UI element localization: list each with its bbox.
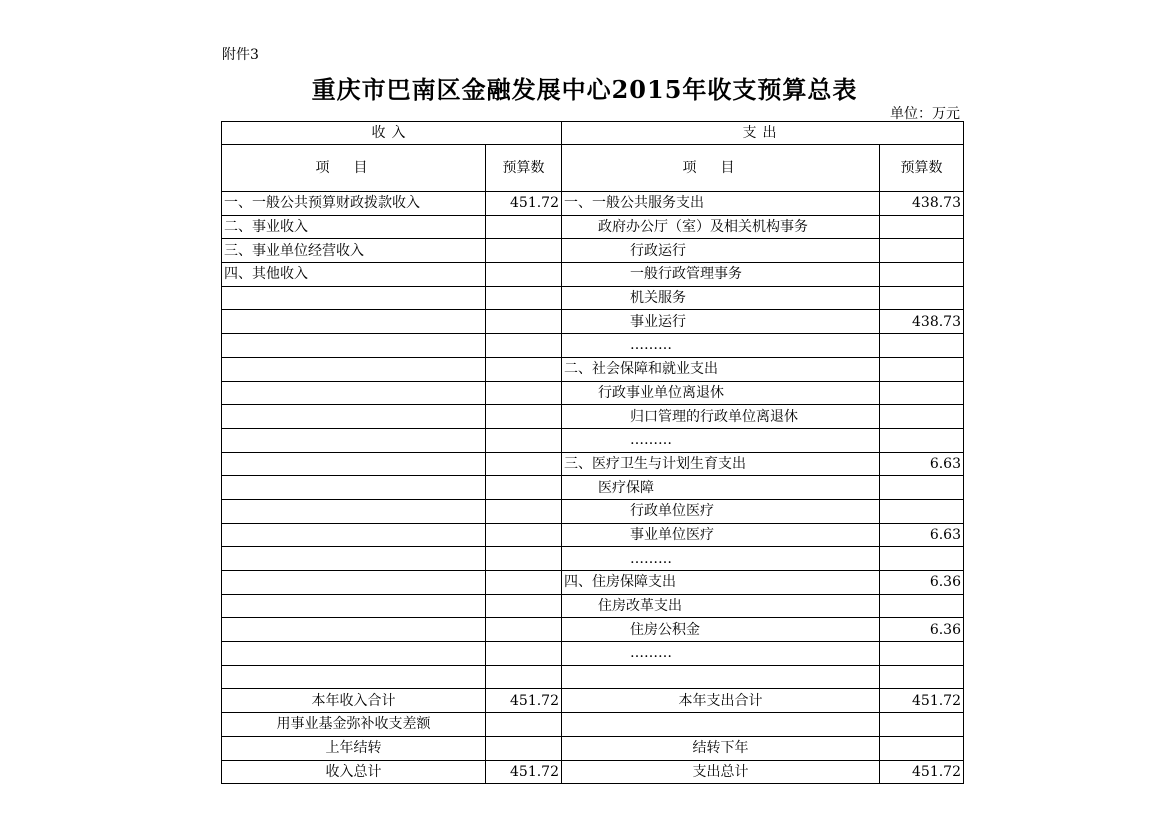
expense-value: [880, 547, 964, 571]
total-expense-label: [562, 713, 880, 737]
expense-value: 6.36: [880, 618, 964, 642]
expense-item: 一、一般公共服务支出: [562, 192, 880, 216]
expense-item: 住房改革支出: [562, 594, 880, 618]
total-expense-label: 支出总计: [562, 760, 880, 784]
income-value: [486, 239, 562, 263]
table-row: [222, 334, 964, 358]
expense-item: 医疗保障: [562, 476, 880, 500]
income-value: [486, 428, 562, 452]
income-item: [222, 452, 486, 476]
income-item: [222, 428, 486, 452]
total-expense-value: 451.72: [880, 689, 964, 713]
expense-item: 四、住房保障支出: [562, 571, 880, 595]
income-value: [486, 357, 562, 381]
table-row: [222, 642, 964, 666]
expense-value: [880, 499, 964, 523]
total-row: [222, 689, 964, 713]
total-row: [222, 736, 964, 760]
income-item: [222, 642, 486, 666]
expense-value: [880, 594, 964, 618]
expense-item: [562, 665, 880, 689]
table-row: [222, 310, 964, 334]
table-row: [222, 594, 964, 618]
expense-item: ………: [562, 428, 880, 452]
income-value: [486, 476, 562, 500]
expense-value: 6.63: [880, 523, 964, 547]
total-expense-label: 结转下年: [562, 736, 880, 760]
expense-item: 机关服务: [562, 286, 880, 310]
expense-value: 6.36: [880, 571, 964, 595]
expense-header: 支出: [562, 122, 964, 145]
income-value: 451.72: [486, 192, 562, 216]
total-expense-label: 本年支出合计: [562, 689, 880, 713]
income-value: [486, 499, 562, 523]
expense-value: [880, 215, 964, 239]
expense-value: [880, 428, 964, 452]
income-item: 四、其他收入: [222, 263, 486, 287]
expense-value: [880, 665, 964, 689]
expense-item: 三、医疗卫生与计划生育支出: [562, 452, 880, 476]
income-value: [486, 523, 562, 547]
income-item: [222, 476, 486, 500]
income-item: 一、一般公共预算财政拨款收入: [222, 192, 486, 216]
income-value: [486, 215, 562, 239]
income-item: [222, 523, 486, 547]
expense-value: [880, 334, 964, 358]
table-row: [222, 499, 964, 523]
total-income-value: [486, 713, 562, 737]
expense-value: [880, 405, 964, 429]
expense-value: [880, 381, 964, 405]
budget-table: [221, 121, 964, 784]
income-value: [486, 334, 562, 358]
expense-budget-header: 预算数: [880, 145, 964, 192]
expense-item: 行政运行: [562, 239, 880, 263]
income-value: [486, 405, 562, 429]
income-item: [222, 381, 486, 405]
income-value: [486, 571, 562, 595]
income-item: [222, 286, 486, 310]
expense-item: 一般行政管理事务: [562, 263, 880, 287]
income-item-header: 项目: [222, 145, 486, 192]
income-item: [222, 547, 486, 571]
total-income-label: 本年收入合计: [222, 689, 486, 713]
income-item: [222, 310, 486, 334]
income-item: [222, 618, 486, 642]
expense-item: 住房公积金: [562, 618, 880, 642]
table-row: [222, 381, 964, 405]
income-item: 二、事业收入: [222, 215, 486, 239]
expense-value: 438.73: [880, 192, 964, 216]
income-value: [486, 381, 562, 405]
expense-item: 归口管理的行政单位离退休: [562, 405, 880, 429]
table-row: [222, 239, 964, 263]
table-row: [222, 357, 964, 381]
total-expense-value: [880, 736, 964, 760]
table-row: [222, 665, 964, 689]
expense-value: 438.73: [880, 310, 964, 334]
income-value: [486, 263, 562, 287]
income-item: [222, 405, 486, 429]
expense-item: 行政单位医疗: [562, 499, 880, 523]
expense-item: 政府办公厅（室）及相关机构事务: [562, 215, 880, 239]
income-item: [222, 665, 486, 689]
table-row: [222, 618, 964, 642]
table-row: [222, 263, 964, 287]
expense-item: 二、社会保障和就业支出: [562, 357, 880, 381]
total-income-value: 451.72: [486, 760, 562, 784]
income-value: [486, 642, 562, 666]
attachment-label: 附件3: [222, 47, 259, 63]
expense-item: 行政事业单位离退休: [562, 381, 880, 405]
table-row: [222, 192, 964, 216]
income-item: [222, 357, 486, 381]
table-row: [222, 523, 964, 547]
table-row: [222, 452, 964, 476]
income-budget-header: 预算数: [486, 145, 562, 192]
income-item: [222, 571, 486, 595]
income-value: [486, 310, 562, 334]
income-header: 收入: [222, 122, 562, 145]
expense-item-header: 项目: [562, 145, 880, 192]
table-row: [222, 405, 964, 429]
total-income-value: 451.72: [486, 689, 562, 713]
income-value: [486, 547, 562, 571]
expense-value: [880, 263, 964, 287]
income-value: [486, 618, 562, 642]
total-row: [222, 713, 964, 737]
total-row: [222, 760, 964, 784]
total-income-label: 上年结转: [222, 736, 486, 760]
table-row: [222, 215, 964, 239]
expense-value: [880, 357, 964, 381]
expense-value: 6.63: [880, 452, 964, 476]
income-item: 三、事业单位经营收入: [222, 239, 486, 263]
expense-value: [880, 642, 964, 666]
expense-item: ………: [562, 642, 880, 666]
total-income-label: 收入总计: [222, 760, 486, 784]
table-row: [222, 547, 964, 571]
income-item: [222, 499, 486, 523]
expense-item: ………: [562, 334, 880, 358]
expense-value: [880, 286, 964, 310]
expense-item: ………: [562, 547, 880, 571]
expense-item: 事业运行: [562, 310, 880, 334]
table-row: [222, 571, 964, 595]
income-value: [486, 665, 562, 689]
unit-label: 单位：万元: [890, 106, 960, 122]
total-income-value: [486, 736, 562, 760]
total-expense-value: [880, 713, 964, 737]
income-value: [486, 594, 562, 618]
table-row: [222, 428, 964, 452]
income-item: [222, 334, 486, 358]
total-income-label: 用事业基金弥补收支差额: [222, 713, 486, 737]
expense-value: [880, 239, 964, 263]
expense-value: [880, 476, 964, 500]
expense-item: 事业单位医疗: [562, 523, 880, 547]
table-row: [222, 476, 964, 500]
income-item: [222, 594, 486, 618]
income-value: [486, 452, 562, 476]
page-title: 重庆市巴南区金融发展中心2015年收支预算总表: [311, 75, 858, 104]
total-expense-value: 451.72: [880, 760, 964, 784]
table-row: [222, 286, 964, 310]
income-value: [486, 286, 562, 310]
